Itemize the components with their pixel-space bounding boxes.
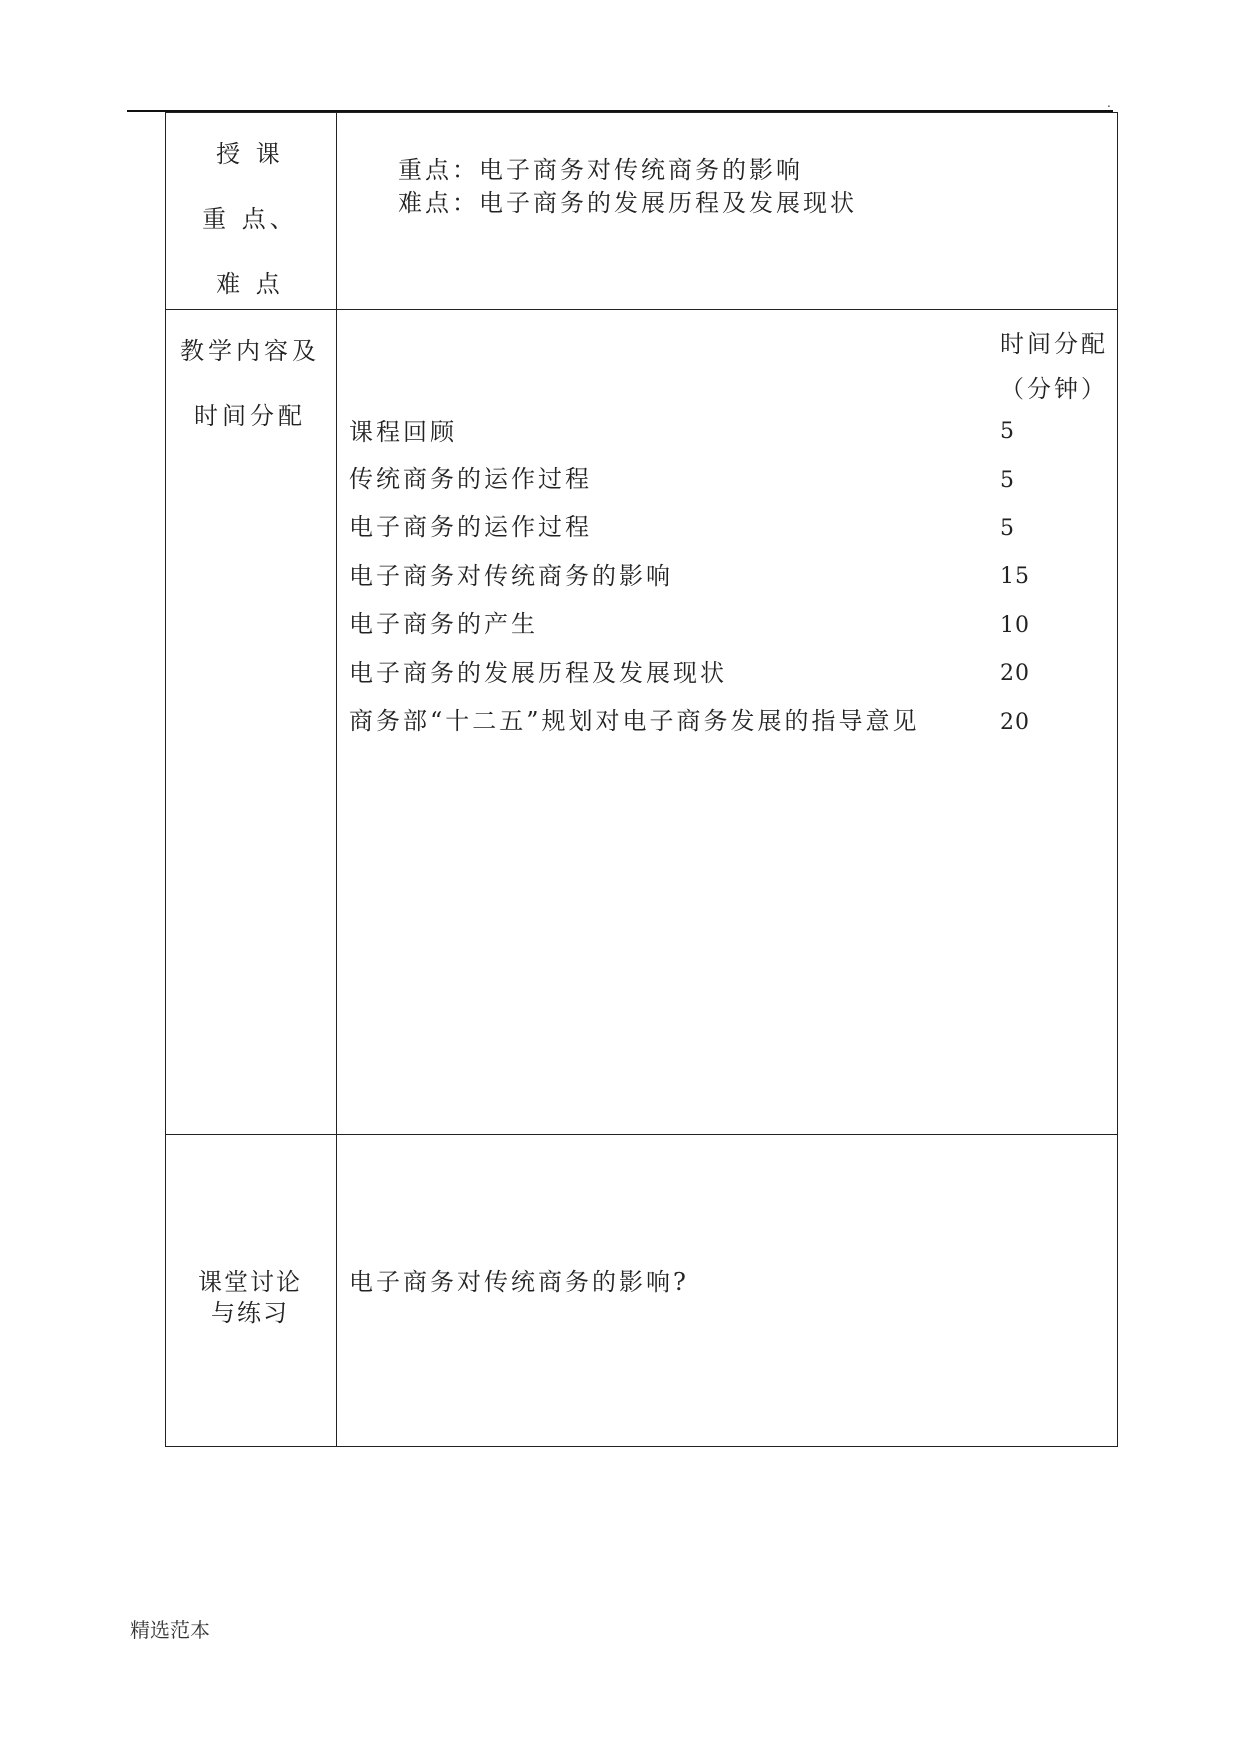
content-minutes: 5 (1000, 419, 1015, 444)
key-points-label-line-3: 难 点 (216, 270, 284, 298)
content-minutes: 20 (1000, 710, 1030, 735)
content-topic: 电子商务的运作过程 (349, 513, 592, 541)
discussion-question: 电子商务对传统商务的影响? (349, 1268, 689, 1296)
content-topic: 电子商务的发展历程及发展现状 (349, 659, 727, 687)
content-minutes: 5 (1000, 516, 1015, 541)
difficult-point-item: 难点：电子商务的发展历程及发展现状 (398, 189, 857, 217)
content-topic: 课程回顾 (349, 418, 457, 446)
footer-label: 精选范本 (130, 1618, 210, 1642)
content-topic: 电子商务的产生 (349, 610, 538, 638)
header-dot: . (1107, 96, 1111, 110)
content-label-line-2: 时间分配 (194, 402, 306, 430)
time-header-line-2: （分钟） (1000, 375, 1108, 403)
time-header-line-1: 时间分配 (1000, 330, 1108, 358)
content-label-line-1: 教学内容及 (180, 337, 320, 365)
content-topic: 传统商务的运作过程 (349, 465, 592, 493)
discussion-label-line-1: 课堂讨论 (198, 1268, 302, 1296)
key-points-label-line-2: 重 点、 (202, 205, 298, 233)
content-topic: 电子商务对传统商务的影响 (349, 562, 673, 590)
content-minutes: 10 (1000, 613, 1030, 638)
content-topic: 商务部“十二五”规划对电子商务发展的指导意见 (349, 707, 920, 735)
key-point-item: 重点：电子商务对传统商务的影响 (398, 156, 803, 184)
content-minutes: 15 (1000, 564, 1030, 589)
table-left-label-cell-2 (165, 309, 337, 1135)
content-minutes: 20 (1000, 661, 1030, 686)
key-points-label-line-1: 授 课 (216, 140, 284, 168)
content-minutes: 5 (1000, 468, 1015, 493)
discussion-label-line-2: 与练习 (211, 1299, 289, 1327)
